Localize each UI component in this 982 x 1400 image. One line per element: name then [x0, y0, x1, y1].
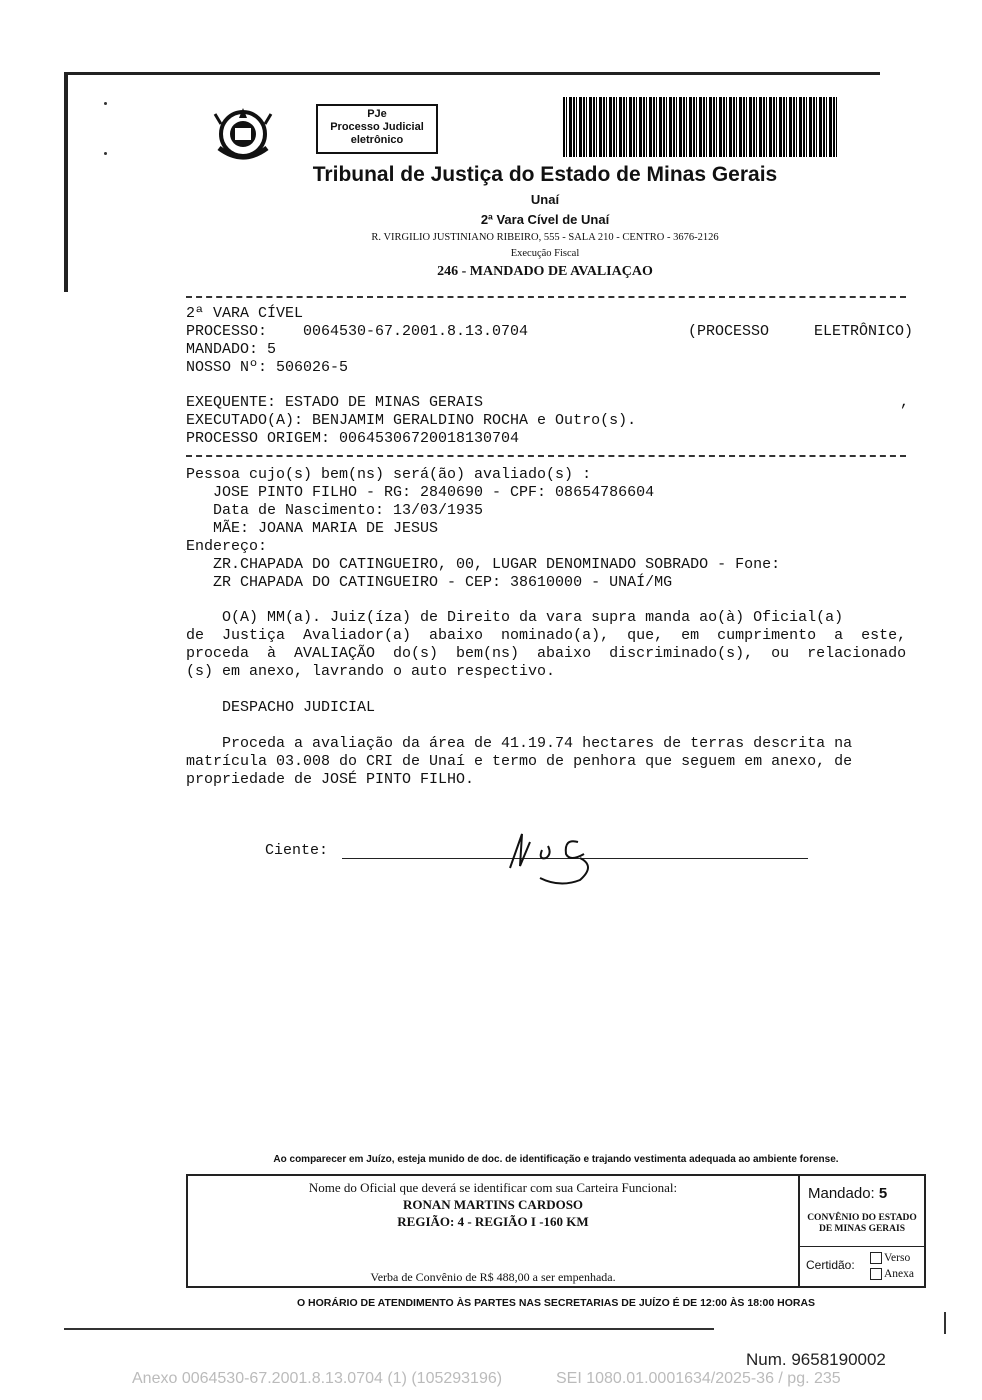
processo-origem: PROCESSO ORIGEM: 00645306720018130704 [186, 430, 520, 447]
mandado-box-number: 5 [878, 1185, 888, 1202]
dashed-separator [186, 455, 906, 457]
despacho-paragraph-line: Proceda a avaliação da área de 41.19.74 hectares de terras descrita na [186, 735, 853, 752]
officer-name: RONAN MARTINS CARDOSO [402, 1197, 584, 1212]
anexa-label: Anexa [884, 1268, 915, 1280]
process-class: Execução Fiscal [510, 248, 580, 259]
court-address: R. VIRGILIO JUSTINIANO RIBEIRO, 555 - SALA 210 - CENTRO - 3676-2126 [371, 232, 719, 243]
despacho-paragraph-line: propriedade de JOSÉ PINTO FILHO. [186, 771, 475, 788]
exequente: EXEQUENTE: ESTADO DE MINAS GERAIS [186, 394, 484, 411]
opening-hours: O HORÁRIO DE ATENDIMENTO ÀS PARTES NAS SECRETARIAS DE JUÍZO É DE 12:00 ÀS 18:00 HORAS [296, 1297, 816, 1309]
person-name: JOSE PINTO FILHO - RG: 2840690 - CPF: 08654786604 [186, 484, 655, 501]
top-border-line [64, 72, 880, 75]
order-paragraph-line: de Justiça Avaliador(a) abaixo nominado(a), que, em cumprimento a este, [186, 627, 907, 644]
address-line: ZR CHAPADA DO CATINGUEIRO - CEP: 38610000 - UNAÍ/MG [186, 574, 673, 591]
processo-number: PROCESSO: 0064530-67.2001.8.13.0704 [186, 323, 529, 340]
court-name: Tribunal de Justiça do Estado de Minas Gerais [312, 163, 778, 186]
scan-dot [104, 152, 107, 155]
executado: EXECUTADO(A): BENJAMIM GERALDINO ROCHA e Outro(s). [186, 412, 637, 429]
order-paragraph-line: O(A) MM(a). Juiz(íza) de Direito da vara supra manda ao(à) Oficial(a) [186, 609, 844, 626]
anexa-checkbox[interactable] [870, 1268, 882, 1280]
stray-mark: , [900, 394, 910, 411]
convenio-text [800, 1213, 924, 1235]
person-mother: MÃE: JOANA MARIA DE JESUS [186, 520, 439, 537]
officer-label: Nome do Oficial que deverá se identificar com sua Carteira Funcional: [308, 1180, 678, 1195]
mandado-number: MANDADO: 5 [186, 341, 277, 358]
pje-badge [316, 104, 438, 154]
anexa-option[interactable] [870, 1268, 914, 1280]
handwritten-signature [500, 828, 610, 890]
address-line: ZR.CHAPADA DO CATINGUEIRO, 00, LUGAR DENOMINADO SOBRADO - Fone: [186, 556, 781, 573]
scan-edge-mark [944, 1312, 946, 1334]
order-paragraph-line: proceda à AVALIAÇÃO do(s) bem(ns) abaixo discriminado(s), ou relacionado [186, 645, 907, 662]
despacho-heading: DESPACHO JUDICIAL [186, 699, 376, 716]
mandado-box-label [808, 1185, 887, 1202]
scan-dot [104, 102, 107, 105]
person-heading: Pessoa cujo(s) bem(ns) será(ão) avaliado(s) : [186, 466, 592, 483]
bottom-border-line [64, 1328, 714, 1330]
address-label: Endereço: [186, 538, 268, 555]
pje-line: PJe [367, 108, 387, 120]
attendance-notice: Ao comparecer em Juízo, esteja munido de doc. de identificação e trajando vestimenta adequada ao ambiente forense. [273, 1154, 839, 1165]
left-border-line [64, 72, 68, 292]
dashed-separator [186, 296, 906, 298]
officer-box-divider [800, 1246, 924, 1247]
convenio-line: DE MINAS GERAIS [818, 1224, 906, 1234]
mandado-box-label-text: Mandado: [808, 1185, 875, 1202]
despacho-paragraph-line: matrícula 03.008 do CRI de Unaí e termo de penhora que seguem em anexo, de [186, 753, 853, 770]
verba-text: Verba de Convênio de R$ 488,00 a ser empenhada. [370, 1270, 616, 1284]
officer-region: REGIÃO: 4 - REGIÃO I -160 KM [397, 1214, 589, 1229]
order-paragraph-line: (s) em anexo, lavrando o auto respectivo. [186, 663, 556, 680]
convenio-line: CONVÊNIO DO ESTADO [807, 1213, 917, 1223]
vara-line: 2ª VARA CÍVEL [186, 305, 304, 322]
doc-title: 246 - MANDADO DE AVALIAÇAO [437, 264, 653, 279]
ciente-label: Ciente: [265, 842, 329, 859]
verso-label: Verso [884, 1252, 911, 1264]
city-name: Unaí [530, 192, 560, 207]
sei-stamp: SEI 1080.01.0001634/2025-36 / pg. 235 [556, 1370, 841, 1387]
coat-of-arms-icon [213, 104, 273, 166]
pje-line: eletrônico [350, 134, 404, 146]
nosso-number: NOSSO Nº: 506026-5 [186, 359, 349, 376]
vara-name: 2ª Vara Cível de Unaí [480, 212, 610, 227]
certidao-label: Certidão: [806, 1258, 855, 1272]
person-birth: Data de Nascimento: 13/03/1935 [186, 502, 484, 519]
pje-line: Processo Judicial [330, 121, 424, 133]
verso-checkbox[interactable] [870, 1252, 882, 1264]
anexo-stamp: Anexo 0064530-67.2001.8.13.0704 (1) (105293196) [132, 1370, 503, 1387]
verso-option[interactable] [870, 1252, 910, 1264]
processo-electronic-tag: (PROCESSO ELETRÔNICO) [688, 323, 914, 340]
document-number: Num. 9658190002 [746, 1350, 886, 1369]
barcode [563, 97, 837, 157]
